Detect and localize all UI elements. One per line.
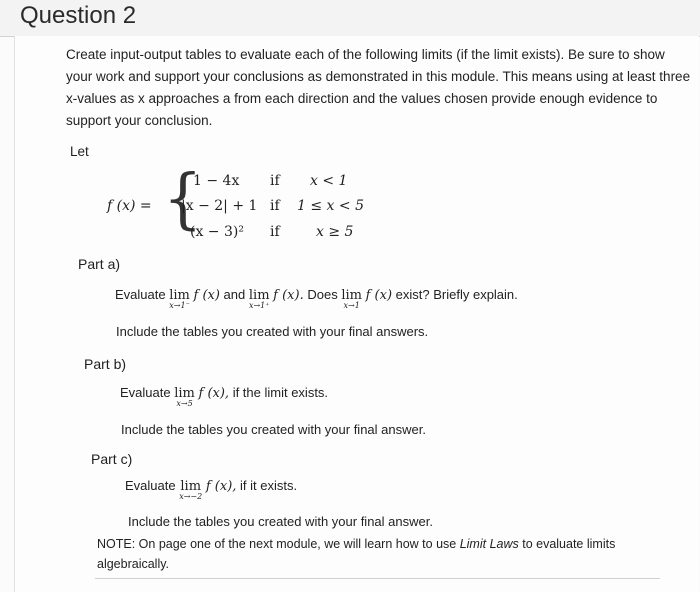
part-a-f3: f (x): [365, 288, 393, 303]
part-c-label: Part c): [91, 451, 133, 467]
note-emphasis: Limit Laws: [459, 537, 519, 551]
part-a-limit-3: lim x→1: [341, 288, 362, 310]
note-suffix: to evaluate limits algebraically.: [97, 537, 616, 571]
case-1-cond: x < 1: [310, 173, 348, 189]
note-prefix: NOTE: On page one of the next module, we will learn how to use: [97, 537, 460, 551]
let-label: Let: [70, 144, 89, 159]
part-a-f1: f (x): [193, 288, 220, 303]
left-brace: {: [163, 160, 203, 237]
part-b-evaluate: Evaluate: [120, 385, 171, 400]
part-b-prompt: [120, 385, 328, 408]
part-a-does: Does: [307, 287, 338, 302]
part-b-tables-note: Include the tables you created with your final answer.: [121, 422, 426, 437]
part-b-f: f (x),: [198, 386, 230, 401]
question-title: Question 2: [20, 2, 137, 29]
part-a-label: Part a): [78, 256, 121, 272]
part-a-f2: f (x).: [273, 288, 304, 303]
case-3-if: if: [270, 224, 280, 240]
part-c-prompt: [125, 478, 297, 501]
case-3-expr: (x − 3)²: [190, 224, 244, 240]
case-1-expr: 1 − 4x: [193, 173, 240, 189]
note-text: [97, 534, 617, 574]
part-c-tables-note: Include the tables you created with your final answer.: [128, 514, 433, 529]
part-a-limit-1: lim x→1⁻: [169, 288, 190, 310]
instructions-text: Create input-output tables to evaluate each of the following limits (if the limit exists). Be sure to show your work and support your conclusions as demonstrated in this module. This means using at least three x-values as x approaches a from each direction and the values chosen provide enough evidence to support your conclusion.: [66, 47, 691, 128]
function-name: f (x) =: [107, 198, 152, 214]
part-a-tail: exist? Briefly explain.: [395, 287, 518, 302]
part-a-evaluate: Evaluate: [115, 287, 166, 302]
case-2-cond: 1 ≤ x < 5: [297, 198, 364, 214]
case-2-expr: |x − 2| + 1: [181, 198, 258, 214]
case-3-cond: x ≥ 5: [316, 224, 354, 240]
part-c-tail: if it exists.: [240, 478, 298, 493]
part-a-and: and: [223, 287, 246, 302]
case-2-if: if: [270, 198, 280, 214]
part-c-f: f (x),: [205, 479, 237, 494]
part-b-tail: if the limit exists.: [232, 385, 329, 400]
case-1-if: if: [270, 173, 280, 189]
part-c-limit: lim x→−2: [179, 479, 203, 501]
part-a-prompt: [115, 287, 518, 310]
part-a-tables-note: Include the tables you created with your final answers.: [116, 324, 429, 339]
part-b-label: Part b): [84, 356, 127, 372]
part-a-limit-2: lim x→1⁺: [248, 288, 270, 310]
part-c-evaluate: Evaluate: [125, 478, 176, 493]
part-b-limit: lim x→5: [174, 386, 195, 408]
divider: [95, 578, 660, 579]
question-header: [0, 0, 700, 37]
